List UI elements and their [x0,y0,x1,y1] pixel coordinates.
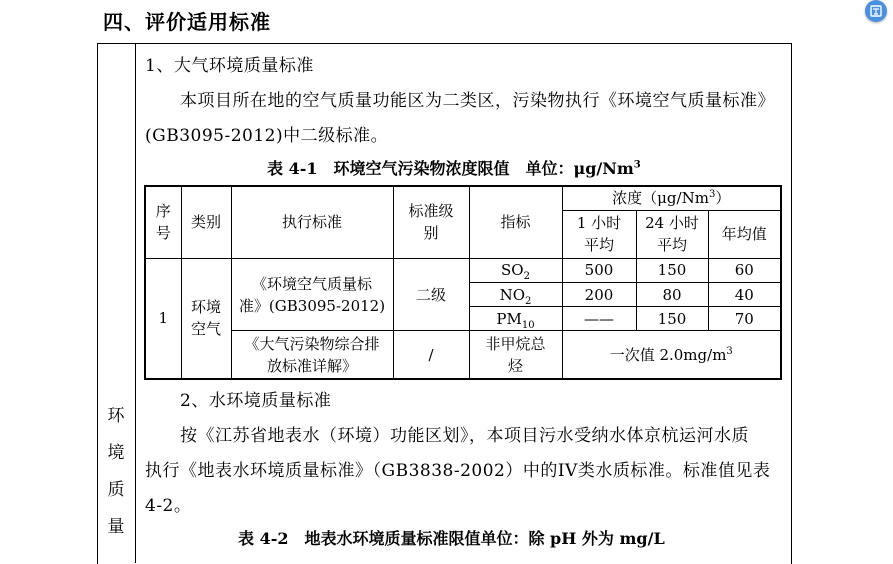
cell-value: 150 [636,307,708,331]
side-label [100,398,132,546]
section-heading: 四、评价适用标准 [103,10,271,34]
cell-value: 150 [636,258,708,282]
cell-seq: 1 [145,258,181,379]
air-standard-table [144,185,782,380]
water-paragraph-line-2: 执行《地表水环境质量标准》（GB3838-2002）中的IV类水质标准。标准值见表 [145,461,771,481]
cell-pollutant: $NO_2$ [469,283,562,307]
table-4-2-caption: 表 4-2 地表水环境质量标准限值单位：除 pH 外为 mg/L [238,529,665,548]
cell-value: 70 [708,307,781,331]
cell-level-2: 二级 [393,258,469,330]
cell-category: 环境 空气 [181,258,231,379]
cell-value: 40 [708,283,781,307]
header-seq: 序 号 [145,186,181,258]
header-standard: 执行标准 [231,186,393,258]
cell-value: 80 [636,283,708,307]
side-label-char: 境 [107,443,125,463]
cell-value: —— [562,307,636,331]
air-paragraph-line-2: (GB3095-2012)中二级标准。 [145,126,389,146]
header-1h: 1 小时 平均 [562,210,636,258]
water-paragraph-line-1: 按《江苏省地表水（环境）功能区划》，本项目污水受纳水体京杭运河水质 [180,426,749,446]
cell-nmhc-value: 一次值 $2.0mg/m^3$ [562,331,781,379]
cell-value: 60 [708,258,781,282]
side-label-char: 量 [107,517,125,537]
header-24h: 24 小时 平均 [636,210,708,258]
cell-level-none: / [393,331,469,379]
table-4-1-caption: 表 4-1 环境空气污染物浓度限值 单位：μg/Nm$^3$ [267,159,641,178]
table-row [145,331,781,379]
side-label-char: 环 [107,406,125,426]
cell-pollutant: $SO_2$ [469,258,562,282]
table-row [145,258,781,282]
header-category: 类别 [181,186,231,258]
water-section-title: 2、水环境质量标准 [180,391,332,411]
header-concentration: 浓度（μg/Nm$^3$） [562,186,781,210]
translate-icon[interactable] [865,0,887,22]
cell-standard-detail: 《大气污染物综合排 放标准详解》 [231,331,393,379]
cell-value: 500 [562,258,636,282]
header-level: 标准级 别 [393,186,469,258]
air-section-title: 1、大气环境质量标准 [145,56,314,76]
header-annual: 年均值 [708,210,781,258]
cell-standard-gb3095: 《环境空气质量标 准》(GB3095-2012) [231,258,393,330]
air-paragraph-line-1: 本项目所在地的空气质量功能区为二类区，污染物执行《环境空气质量标准》 [180,91,775,111]
header-indicator: 指标 [469,186,562,258]
side-label-char: 质 [107,480,125,500]
cell-pollutant: $PM_{10}$ [469,307,562,331]
cell-pollutant-nmhc: 非甲烷总 烃 [469,331,562,379]
cell-value: 200 [562,283,636,307]
water-paragraph-line-3: 4-2。 [145,496,192,516]
